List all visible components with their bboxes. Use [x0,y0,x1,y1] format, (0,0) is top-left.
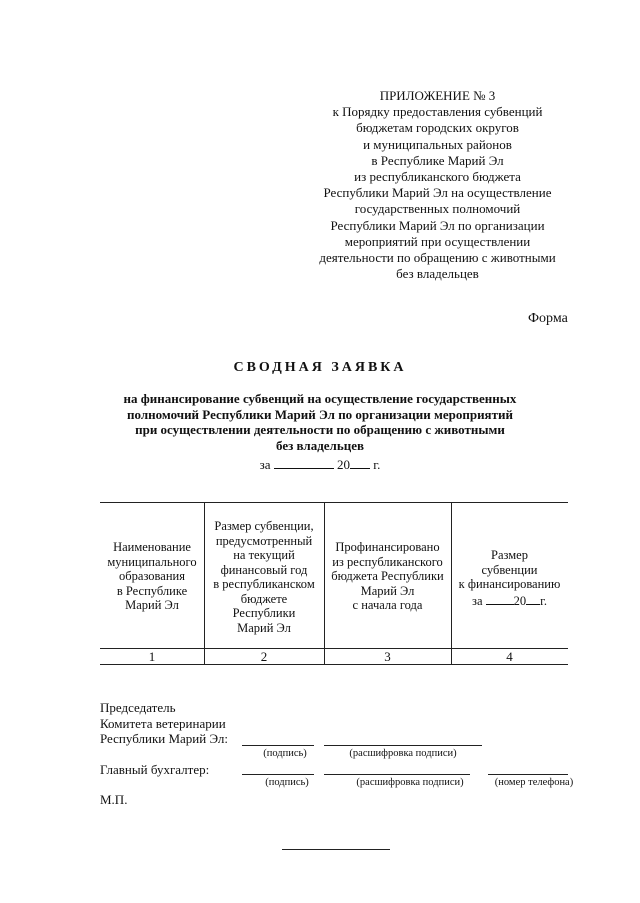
accountant-signature-caption: (подпись) [265,777,309,788]
accountant-phone-caption: (номер телефона) [494,777,574,788]
header-subvention-size [204,519,324,635]
header-financed [324,540,451,613]
header-line: Размер субвенции, [214,519,314,533]
header-line: бюджете [240,591,288,606]
header-line: Республики [232,606,296,620]
header-line: с начала года [352,598,423,612]
appendix-line: и муниципальных районов [363,136,512,152]
period-line [0,456,640,473]
subtitle-line: полномочий Республики Марий Эл по организации мероприятий [127,406,513,422]
period-year-prefix: 20 [337,457,351,472]
header-line: муниципального [107,554,197,569]
header-line: Наименование [113,540,191,554]
header-line: Профинансировано [335,540,440,554]
appendix-line: без владельцев [396,266,479,282]
chairman-line: Комитета ветеринарии [100,715,226,731]
chairman-decoding-caption: (расшифровка подписи) [349,748,457,759]
appendix-line: к Порядку предоставления субвенций [332,104,543,120]
table-top-border [100,502,568,503]
form-label: Форма [528,311,568,326]
period-month-blank[interactable] [274,456,334,469]
column-number: 3 [384,649,391,664]
subtitle-line: при осуществлении деятельности по обращению с животными [135,422,505,437]
appendix-header [300,88,575,282]
header-line: Размер [491,548,528,562]
appendix-line: государственных полномочий [354,201,521,217]
header-line: на текущий [233,548,295,562]
appendix-line: Республики Марий Эл на осуществление [323,185,552,201]
header-line: субвенции [481,562,538,577]
accountant-signature-line[interactable] [242,774,314,775]
header-line: финансовый год [220,562,308,577]
period-suffix: г. [373,457,381,472]
header-line: к финансированию [458,577,561,591]
header-line: бюджета Республики [331,569,444,583]
chairman-line: Председатель [100,700,176,715]
chairman-decoding-line[interactable] [324,745,482,746]
header-municipality [100,540,204,613]
header-line: Марий Эл [360,583,415,598]
header-line: из республиканского [332,554,443,569]
chairman-signature-caption: (подпись) [263,748,307,759]
appendix-line: из республиканского бюджета [354,169,521,185]
footer-divider [282,849,390,850]
header-line: образования [119,569,185,583]
header-period-blank[interactable] [486,592,514,605]
header-line: в Республике [116,583,188,598]
header-line: Марий Эл [237,620,291,635]
header-line: предусмотренный [215,533,313,548]
header-line: Марий Эл [125,598,179,612]
appendix-line: в Республике Марий Эл [371,152,504,168]
document-title: СВОДНАЯ ЗАЯВКА [233,360,407,375]
subtitle-line: на финансирование субвенций на осуществление государственных [123,391,517,406]
header-period-suffix: г. [540,593,547,608]
chairman-signature-line[interactable] [242,745,314,746]
header-line: в республиканском [213,577,315,591]
chairman-block [100,700,228,747]
appendix-line: бюджетам городских округов [356,120,519,136]
period-year-blank[interactable] [350,456,370,469]
header-period-line [451,592,568,609]
header-period-year: 20 [513,593,527,608]
appendix-line: деятельности по обращению с животными [319,250,556,266]
header-year-blank[interactable] [526,592,540,605]
appendix-line: ПРИЛОЖЕНИЕ № 3 [379,88,496,103]
chairman-line: Республики Марий Эл: [100,731,228,746]
header-period-prefix: за [472,593,483,608]
accountant-decoding-line[interactable] [324,774,470,775]
column-number: 4 [506,649,513,664]
period-prefix: за [259,457,271,472]
column-number: 2 [260,649,268,664]
subtitle-line: без владельцев [275,437,364,453]
column-number: 1 [148,649,156,664]
accountant-phone-line[interactable] [488,774,568,775]
appendix-line: Республики Марий Эл по организации [330,217,545,233]
chief-accountant-label: Главный бухгалтер: [100,762,210,777]
stamp-label: М.П. [100,792,128,807]
document-subtitle [110,391,530,453]
appendix-line: мероприятий при осуществлении [344,233,531,249]
header-to-finance [451,548,568,608]
accountant-decoding-caption: (расшифровка подписи) [356,777,464,788]
